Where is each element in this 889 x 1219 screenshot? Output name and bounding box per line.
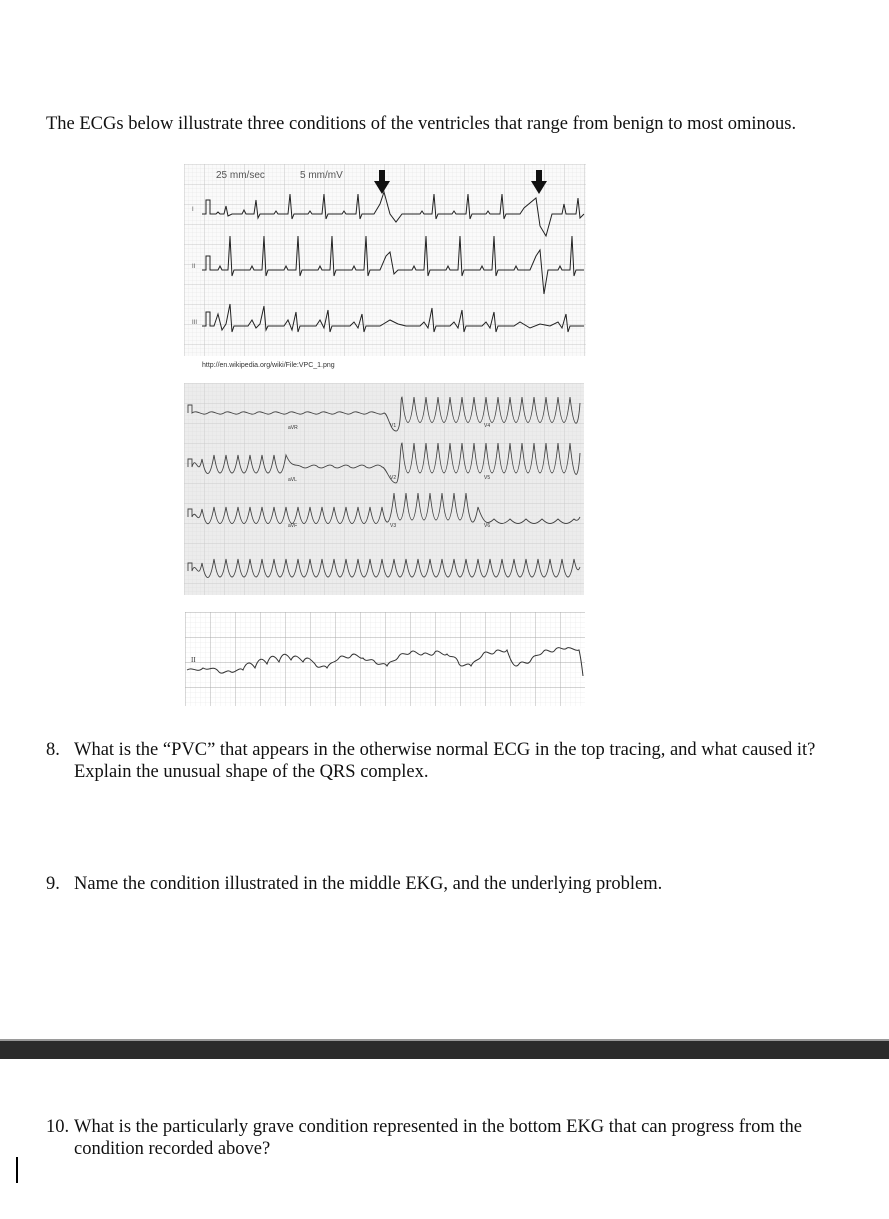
- lead-label-v6: V6: [484, 523, 491, 529]
- ecg-source-url: http://en.wikipedia.org/wiki/File:VPC_1.png: [202, 362, 335, 369]
- lead-label-ii-bottom: II: [191, 656, 196, 664]
- question-10-text-line1: What is the particularly grave condition represented in the bottom EKG that can progress from the: [74, 1117, 802, 1137]
- lead-label-i: I: [192, 207, 194, 213]
- lead-label-v2: V2: [390, 475, 397, 481]
- lead-label-avf: aVF: [288, 523, 298, 529]
- intro-text: The ECGs below illustrate three conditions of the ventricles that range from benign to most ominous.: [46, 114, 797, 134]
- lead-label-v4: V4: [484, 423, 491, 429]
- question-8-text-line2: Explain the unusual shape of the QRS complex.: [74, 762, 429, 782]
- question-10-text-line2: condition recorded above?: [74, 1139, 271, 1159]
- lead-label-avl: aVL: [288, 477, 297, 483]
- text-cursor[interactable]: [16, 1157, 18, 1183]
- lead-label-v1: V1: [390, 423, 397, 429]
- question-9-text: Name the condition illustrated in the middle EKG, and the underlying problem.: [74, 874, 663, 894]
- question-8-number: 8.: [46, 740, 60, 760]
- lead-label-iii: III: [192, 320, 198, 326]
- lead-label-v3: V3: [390, 523, 397, 529]
- ecg-bottom-vfib: [185, 612, 585, 706]
- question-9-number: 9.: [46, 874, 60, 894]
- ecg-speed-label: 25 mm/sec: [216, 170, 265, 181]
- ecg-top-pvc: [184, 164, 586, 370]
- lead-label-v5: V5: [484, 475, 491, 481]
- ecg-gain-label: 5 mm/mV: [300, 170, 343, 181]
- ecg-middle-vtach: [184, 383, 584, 595]
- lead-label-ii: II: [192, 264, 196, 270]
- page-break-divider: [0, 1039, 889, 1059]
- question-10-number: 10.: [46, 1117, 70, 1137]
- lead-label-avr: aVR: [288, 425, 298, 431]
- question-8-text-line1: What is the “PVC” that appears in the otherwise normal ECG in the top tracing, and what caused it?: [74, 740, 816, 760]
